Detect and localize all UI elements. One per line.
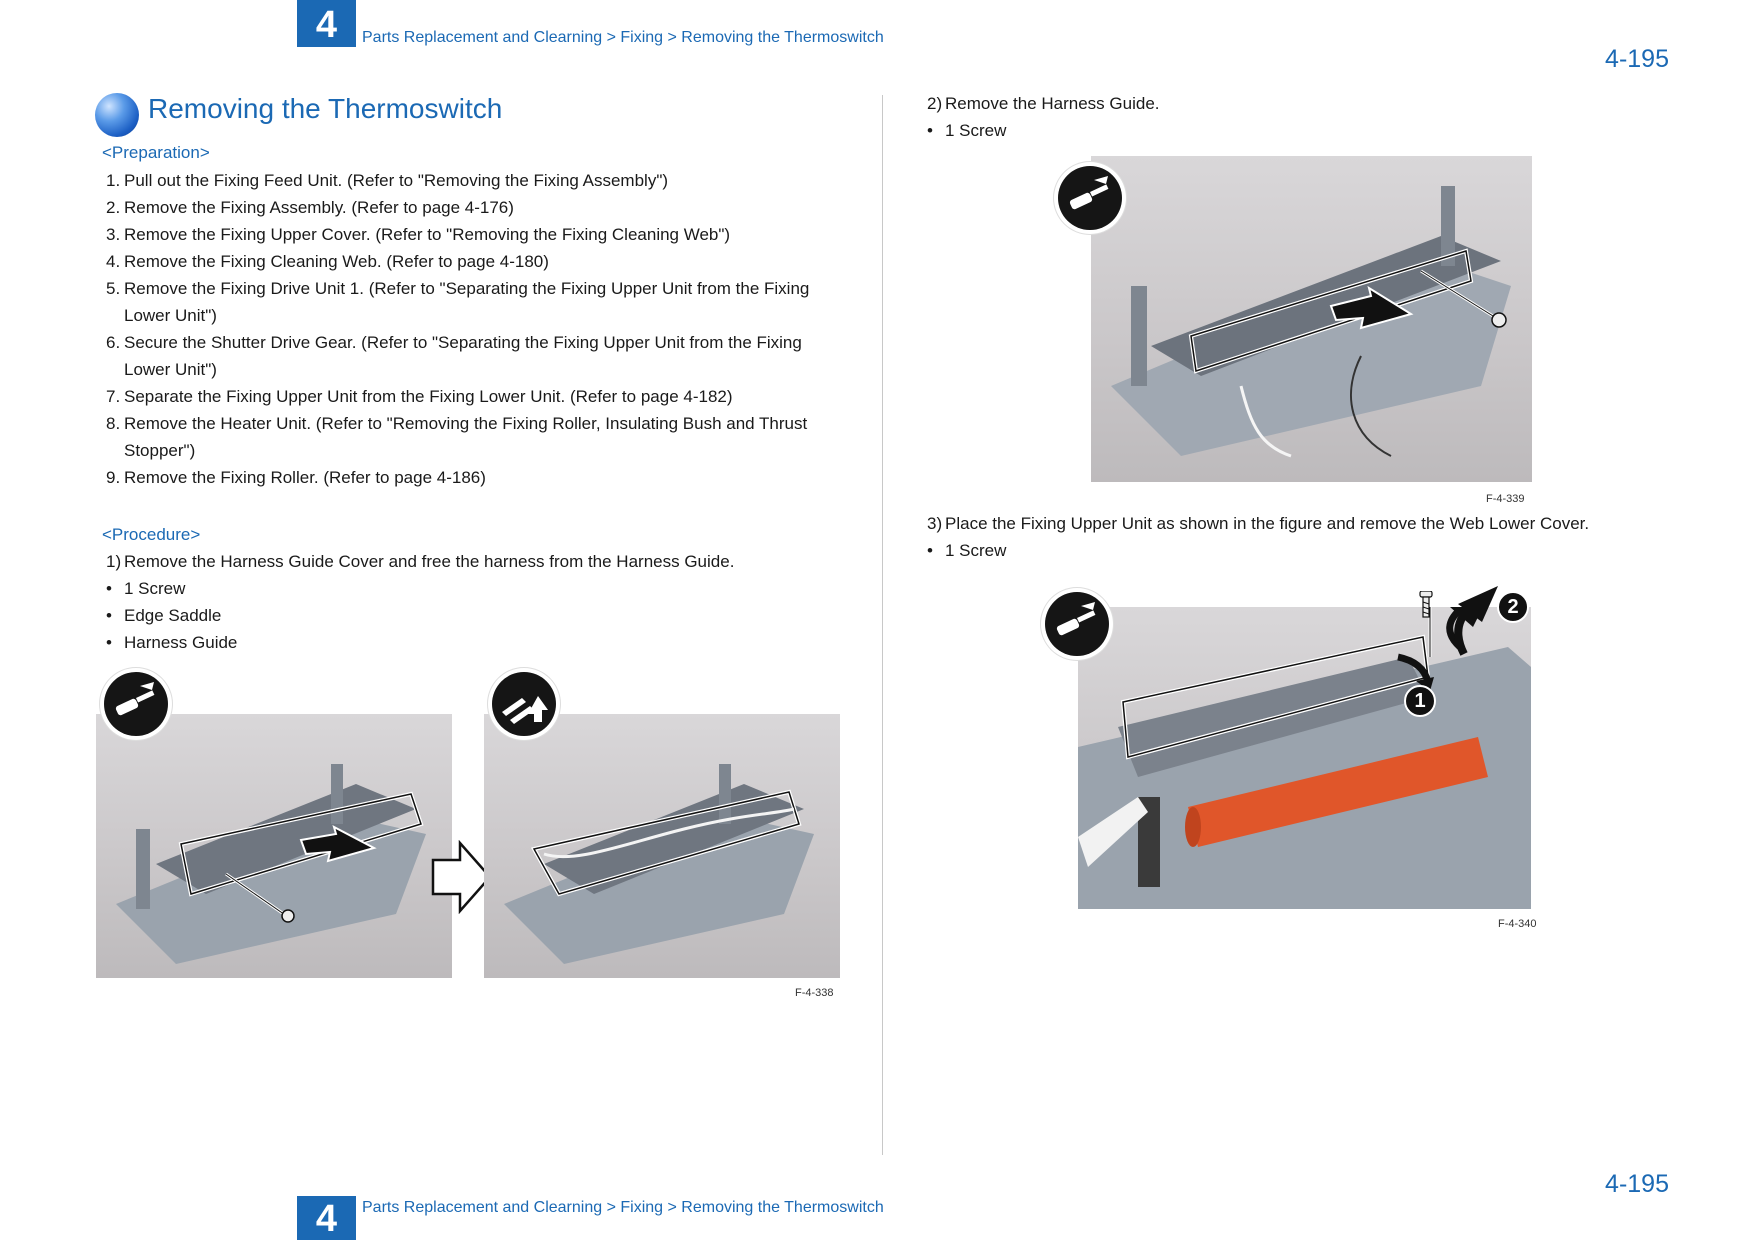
preparation-item — [106, 410, 807, 464]
bullet-item — [106, 629, 237, 656]
callout-1: 1 — [1404, 685, 1436, 717]
breadcrumb[interactable]: Parts Replacement and Clearning > Fixing > Removing the Thermoswitch — [362, 1199, 884, 1216]
item-text: Remove the Fixing Upper Cover. (Refer to "Removing the Fixing Cleaning Web") — [124, 225, 731, 244]
item-text: Lower Unit") — [124, 306, 217, 325]
bullet-item — [106, 602, 221, 629]
bullet-text: Harness Guide — [124, 633, 238, 652]
item-number: 6. — [106, 333, 121, 352]
figure-label: F-4-340 — [1498, 918, 1537, 930]
breadcrumb[interactable]: Parts Replacement and Clearning > Fixing > Removing the Thermoswitch — [362, 29, 884, 46]
procedure-step-3 — [927, 510, 1589, 537]
item-number: 2. — [106, 198, 121, 217]
step-number: 3) — [927, 514, 943, 533]
bullet-icon: • — [106, 579, 112, 598]
figure-label: F-4-339 — [1486, 493, 1525, 505]
step-number: 1) — [106, 552, 122, 571]
step-number: 2) — [927, 94, 943, 113]
bullet-text: Edge Saddle — [124, 606, 222, 625]
chapter-badge: 4 — [297, 1196, 356, 1240]
item-text: Remove the Fixing Drive Unit 1. (Refer to "Separating the Fixing Upper Unit from the Fixing — [124, 279, 810, 298]
step-text: Remove the Harness Guide Cover and free the harness from the Harness Guide. — [124, 552, 735, 571]
item-text: Remove the Fixing Cleaning Web. (Refer to page 4-180) — [124, 252, 549, 271]
callout-2: 2 — [1497, 591, 1529, 623]
preparation-item — [106, 194, 514, 221]
page-number: 4-195 — [1605, 1170, 1669, 1198]
item-text: Separate the Fixing Upper Unit from the Fixing Lower Unit. (Refer to page 4-182) — [124, 387, 733, 406]
bullet-text: 1 Screw — [124, 579, 186, 598]
screwdriver-icon — [100, 668, 172, 740]
item-number: 9. — [106, 468, 121, 487]
item-text: Remove the Heater Unit. (Refer to "Removing the Fixing Roller, Insulating Bush and Thrust — [124, 414, 808, 433]
item-number: 1. — [106, 171, 121, 190]
step-text: Place the Fixing Upper Unit as shown in the figure and remove the Web Lower Cover. — [945, 514, 1590, 533]
bullet-item — [927, 537, 1006, 564]
section-bullet-icon — [95, 93, 139, 137]
figure-harness-guide-cover-after — [484, 714, 840, 978]
bullet-icon: • — [927, 541, 933, 560]
item-text: Remove the Fixing Roller. (Refer to page 4-186) — [124, 468, 486, 487]
bullet-icon: • — [927, 121, 933, 140]
item-number: 5. — [106, 279, 121, 298]
screwdriver-icon — [1054, 162, 1126, 234]
screw-icon — [1419, 591, 1433, 619]
preparation-item — [106, 167, 668, 194]
procedure-heading: <Procedure> — [102, 525, 201, 544]
column-divider — [882, 95, 883, 1155]
figure-label: F-4-338 — [795, 987, 834, 999]
preparation-item — [106, 383, 733, 410]
bullet-item — [927, 117, 1006, 144]
lift-arrow-icon — [1440, 586, 1500, 656]
item-text: Lower Unit") — [124, 360, 217, 379]
screwdriver-icon — [1041, 588, 1113, 660]
figure-harness-guide — [1091, 156, 1532, 482]
preparation-item — [106, 221, 730, 248]
preparation-item — [106, 329, 802, 383]
preparation-heading: <Preparation> — [102, 143, 210, 162]
step-text: Remove the Harness Guide. — [945, 94, 1160, 113]
preparation-item — [106, 464, 486, 491]
item-number: 3. — [106, 225, 121, 244]
item-text: Stopper") — [124, 441, 196, 460]
bullet-icon: • — [106, 633, 112, 652]
figure-harness-guide-cover-before — [96, 714, 452, 978]
preparation-item — [106, 275, 809, 329]
bullet-text: 1 Screw — [945, 121, 1007, 140]
page-number: 4-195 — [1605, 45, 1669, 73]
item-number: 7. — [106, 387, 121, 406]
procedure-step-1 — [106, 548, 734, 575]
item-text: Secure the Shutter Drive Gear. (Refer to "Separating the Fixing Upper Unit from the Fixing — [124, 333, 802, 352]
procedure-step-2 — [927, 90, 1160, 117]
page-title: Removing the Thermoswitch — [148, 93, 503, 124]
bullet-item — [106, 575, 185, 602]
preparation-item — [106, 248, 549, 275]
chapter-badge: 4 — [297, 0, 356, 47]
item-number: 8. — [106, 414, 121, 433]
harness-release-icon — [488, 668, 560, 740]
item-number: 4. — [106, 252, 121, 271]
bullet-icon: • — [106, 606, 112, 625]
item-text: Pull out the Fixing Feed Unit. (Refer to "Removing the Fixing Assembly") — [124, 171, 669, 190]
item-text: Remove the Fixing Assembly. (Refer to page 4-176) — [124, 198, 514, 217]
bullet-text: 1 Screw — [945, 541, 1007, 560]
